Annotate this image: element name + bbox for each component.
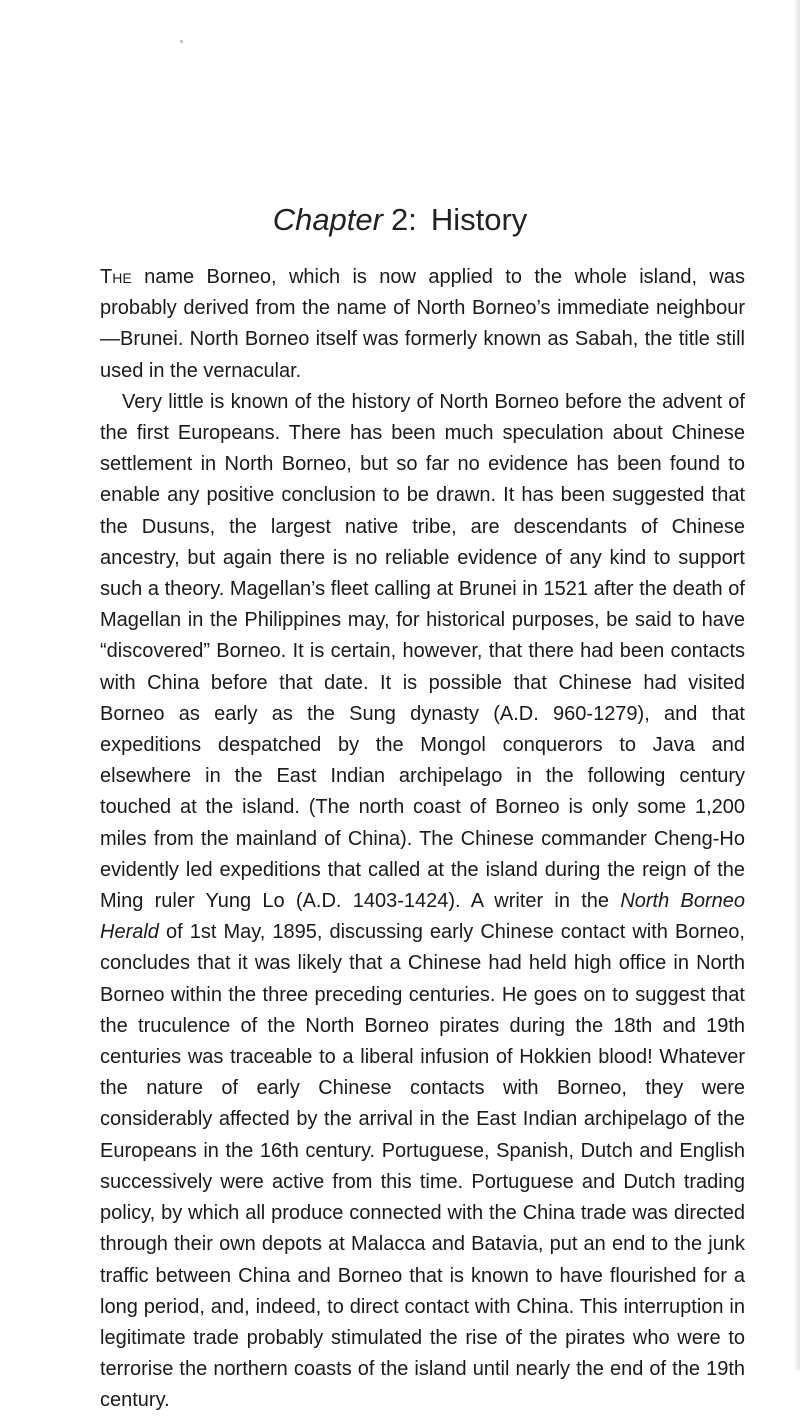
paragraph-1-lead-word: The — [100, 266, 132, 288]
paragraph-2-text-start: Very little is known of the history of North Borneo before the advent of the first Europeans. There has been much speculation about Chinese settlement in North Borneo, but so far no evidence has been found to enable any positive conclusion to be drawn. It has been suggested that the Dusuns, the largest native tribe, are descendants of Chinese ancestry, but again there is no reliable evidence of any kind to support such a theory. Magellan’s fleet calling at Brunei in 1521 after the death of Magellan in the Philippines may, for historical purposes, be said to have “discovered” Borneo. It is certain, however, that there had been contacts with China before that date. It is possible that Chinese had visited Borneo as early as the Sung dynasty (A.D. 960-1279), and that expeditions despatched by the Mongol conquerors to Java and elsewhere in the East Indian archipelago in the following century touched at the island. (The north coast of Borneo is only some 1,200 miles from the mainland of China). The Chinese commander Cheng-Ho evidently led expeditions that called at the island during the reign of the Ming ruler Yung Lo (A.D. 1403-1424). A writer in the — [100, 390, 745, 913]
page-edge-shadow — [794, 0, 800, 1370]
chapter-body — [100, 262, 745, 1417]
newspaper-title: North Borneo Herald — [100, 890, 745, 944]
chapter-label: Chapter — [272, 202, 383, 237]
paragraph-1 — [100, 262, 745, 387]
scan-speck — [180, 40, 183, 43]
chapter-separator: : — [408, 202, 417, 237]
paragraph-1-text: name Borneo, which is now applied to the whole island, was probably derived from the name of North Borneo’s immediate neighbour—Brunei. North Borneo itself was formerly known as Sabah, the title still used in the vernacular. — [100, 266, 745, 382]
chapter-number: 2 — [390, 202, 409, 237]
chapter-heading — [0, 200, 800, 240]
paragraph-2-text-end: of 1st May, 1895, discussing early Chinese contact with Borneo, concludes that it was likely that a Chinese had held high office in North Borneo within the three preceding centuries. He goes on to suggest that the truculence of the North Borneo pirates during the 18th and 19th centuries was traceable to a liberal infusion of Hokkien blood! Whatever the nature of early Chinese contacts with Borneo, they were considerably affected by the arrival in the East Indian archipelago of the Europeans in the 16th century. Portuguese, Spanish, Dutch and English successively were active from this time. Portuguese and Dutch trading policy, by which all produce connected with the China trade was directed through their own depots at Malacca and Batavia, put an end to the junk traffic between China and Borneo that is known to have flourished for a long period, and, indeed, to direct contact with China. This interruption in legitimate trade probably stimulated the rise of the pirates who were to terrorise the northern coasts of the island until nearly the end of the 19th century. — [100, 921, 745, 1412]
chapter-title: History — [430, 202, 528, 237]
paragraph-2 — [100, 387, 745, 1417]
